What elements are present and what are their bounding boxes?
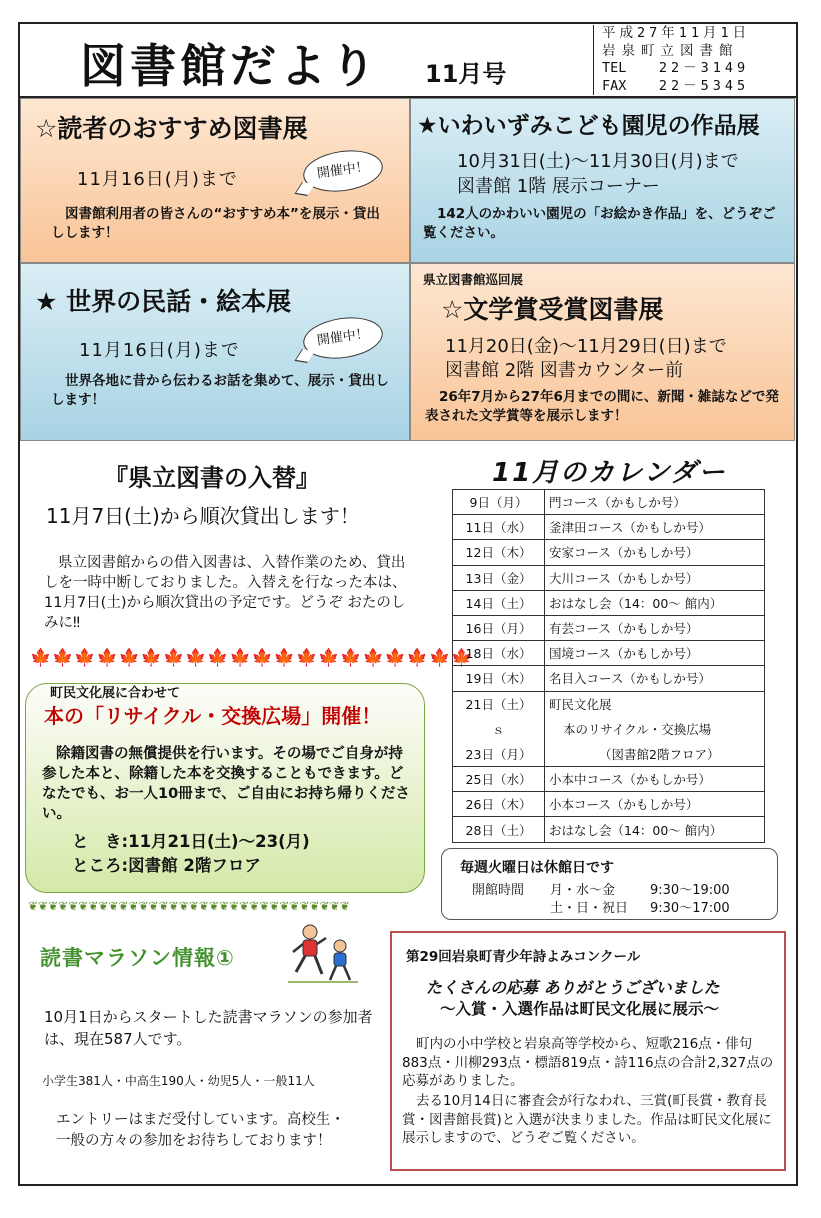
bungaku-title: ☆文学賞受賞図書展 <box>441 295 664 324</box>
calendar-event: 小本中コース（かもしか号） <box>545 767 765 792</box>
calendar-event: 釜津田コース（かもしか号） <box>545 515 765 540</box>
calendar-row <box>453 741 765 766</box>
library-name: 岩泉町立図書館 <box>602 42 739 59</box>
header-info <box>593 25 798 95</box>
calendar-row <box>453 817 765 842</box>
marathon-body: 10月1日からスタートした読書マラソンの参加者は、現在587人です。 <box>44 1008 373 1048</box>
weekday-time: 9:30～19:00 <box>650 883 730 898</box>
issue-label: 11月号 <box>425 60 507 88</box>
poem-contest-panel <box>390 931 786 1171</box>
calendar-date: 16日（月） <box>453 615 545 640</box>
minwa-title: ★ 世界の民話・絵本展 <box>35 287 292 316</box>
kodomoen-period: 10月31日(土)～11月30日(月)まで <box>457 151 739 172</box>
calendar-title: 11月のカレンダー <box>492 458 727 488</box>
calendar-event: 門コース（かもしか号） <box>545 490 765 515</box>
minwa-period: 11月16日(月)まで <box>79 340 240 361</box>
calendar-date: 21日（土） <box>453 691 545 716</box>
newsletter-title: 図書館だより <box>80 39 380 93</box>
calendar-event: 名目入コース（かもしか号） <box>545 666 765 691</box>
recycle-title: 本の「リサイクル・交換広場」開催！ <box>44 704 382 728</box>
minwa-panel <box>20 263 410 441</box>
calendar-row <box>453 792 765 817</box>
tel-line <box>602 60 798 78</box>
calendar-event: 小本コース（かもしか号） <box>545 792 765 817</box>
kodomoen-desc: 142人のかわいい園児の「お絵かき作品」を、どうぞご覧ください。 <box>423 206 776 241</box>
calendar-event: （図書館2階フロア） <box>545 741 765 766</box>
fax-number: 22－5345 <box>658 77 750 94</box>
now-open-badge: 開催中！ <box>301 146 386 197</box>
calendar-date: 28日（土） <box>453 817 545 842</box>
calendar-row <box>453 615 765 640</box>
bungaku-panel <box>410 263 795 441</box>
calendar-date: 14日（土） <box>453 590 545 615</box>
kenritsu-body: 県立図書館からの借入図書は、入替作業のため、貸出しを一時中断しておりました。入替えを行なった本は、11月7日(土)から順次貸出の予定です。どうぞ おたのしみに‼ <box>44 555 407 631</box>
marathon-entry: エントリーはまだ受付しています。高校生・一般の方々の参加をお待ちしております！ <box>56 1112 345 1149</box>
fax-line <box>602 78 798 96</box>
calendar-row <box>453 691 765 716</box>
fax-label: FAX <box>602 77 627 94</box>
tel-label: TEL <box>602 60 627 76</box>
recycle-kicker: 町民文化展に合わせて <box>50 686 181 701</box>
calendar-row <box>453 666 765 691</box>
calendar-row <box>453 565 765 590</box>
bungaku-desc: 26年7月から27年6月までの間に、新聞・雑誌などで発表された文学賞等を展示します！ <box>425 389 779 424</box>
recycle-body: 除籍図書の無償提供を行います。その場でご自身が持参した本と、除籍した本を交換することもできます。どなたでも、お一人10冊まで、ご自由にお持ち帰りください。 <box>42 746 410 822</box>
calendar-event: 大川コース（かもしか号） <box>545 565 765 590</box>
calendar-date: 23日（月） <box>453 741 545 766</box>
recycle-when: と き:11月21日(土)～23(月) <box>72 832 310 851</box>
kodomoen-panel <box>410 98 795 263</box>
calendar-date: 26日（木） <box>453 792 545 817</box>
kenritsu-subtitle: 11月7日(土)から順次貸出します！ <box>46 504 360 528</box>
poem-kicker: 第29回岩泉町青少年詩よみコンクール <box>406 949 641 965</box>
poem-title: たくさんの応募 ありがとうございました <box>426 978 720 997</box>
weekend-days: 土・日・祝日 <box>550 901 629 916</box>
calendar-row <box>453 515 765 540</box>
calendar-date: 9日（月） <box>453 490 545 515</box>
runners-icon <box>288 922 358 990</box>
calendar-date: 11日（水） <box>453 515 545 540</box>
calendar-event: 有芸コース（かもしか号） <box>545 615 765 640</box>
calendar-row <box>453 540 765 565</box>
calendar-event: おはなし会（14：00～ 館内） <box>545 590 765 615</box>
now-open-badge-2: 開催中！ <box>301 313 386 364</box>
recommend-desc: 図書館利用者の皆さんの“おすすめ本”を展示・貸出しします！ <box>51 206 380 241</box>
calendar-event: 国境コース（かもしか号） <box>545 641 765 666</box>
hours-label: 開館時間 <box>472 883 525 898</box>
calendar-row <box>453 767 765 792</box>
vine-border-icon: ❦❦❦❦❦❦❦❦❦❦❦❦❦❦❦❦❦❦❦❦❦❦❦❦❦❦❦❦❦❦❦❦ <box>28 899 350 913</box>
calendar-row <box>453 641 765 666</box>
calendar-date: 12日（木） <box>453 540 545 565</box>
calendar-span-mark: ｓ <box>453 716 545 741</box>
bungaku-kicker: 県立図書館巡回展 <box>423 272 524 287</box>
bungaku-place: 図書館 2階 図書カウンター前 <box>445 360 684 381</box>
tel-number: 22－3149 <box>658 60 750 76</box>
recommend-panel <box>20 98 410 263</box>
kodomoen-title: ★いわいずみこども園児の作品展 <box>417 113 760 139</box>
calendar-row <box>453 590 765 615</box>
poem-body-2: 去る10月14日に審査会が行なわれ、三賞(町長賞・教育長賞・図書館長賞)と入選が決まりました。作品は町民文化展に展示しますので、どうぞご覧ください。 <box>402 1093 772 1146</box>
minwa-desc: 世界各地に昔から伝わるお話を集めて、展示・貸出しします！ <box>51 373 389 408</box>
poem-body-1: 町内の小中学校と岩泉高等学校から、短歌216点・俳句883点・川柳293点・標語819点・詩116点の合計2,327点の応募がありました。 <box>402 1036 774 1089</box>
calendar-span-rows <box>453 691 765 767</box>
calendar-row <box>453 490 765 515</box>
calendar-event: 安家コース（かもしか号） <box>545 540 765 565</box>
recommend-title: ☆読者のおすすめ図書展 <box>35 114 308 143</box>
calendar-event: 町民文化展 <box>545 691 765 716</box>
calendar-date: 18日（水） <box>453 641 545 666</box>
recycle-where: ところ:図書館 2階フロア <box>72 856 261 875</box>
opening-hours-box <box>441 848 778 920</box>
calendar-date: 19日（木） <box>453 666 545 691</box>
issue-date: 平成27年11月1日 <box>602 25 751 41</box>
weekday-days: 月・水～金 <box>550 883 616 898</box>
marathon-title: 読書マラソン情報① <box>40 946 235 970</box>
calendar-row <box>453 716 765 741</box>
marathon-breakdown: 小学生381人・中高生190人・幼児5人・一般11人 <box>42 1074 315 1088</box>
calendar-event: おはなし会（14：00～ 館内） <box>545 817 765 842</box>
recycle-panel <box>25 683 425 893</box>
weekend-time: 9:30～17:00 <box>650 901 730 916</box>
maple-leaf-border-icon: 🍁🍁🍁🍁🍁🍁🍁🍁🍁🍁🍁🍁🍁🍁🍁🍁🍁🍁🍁🍁 <box>30 648 474 668</box>
closed-day-note: 毎週火曜日は休館日です <box>460 860 614 876</box>
poem-subtitle: ～入賞・入選作品は町民文化展に展示～ <box>440 1000 720 1018</box>
recommend-period: 11月16日(月)まで <box>77 169 238 190</box>
calendar-table <box>452 489 765 843</box>
bungaku-period: 11月20日(金)～11月29日(日)まで <box>445 336 727 357</box>
calendar-date: 13日（金） <box>453 565 545 590</box>
kenritsu-title: 『県立図書の入替』 <box>104 464 320 492</box>
calendar-date: 25日（水） <box>453 767 545 792</box>
calendar-event: 本のリサイクル・交換広場 <box>545 716 765 741</box>
kodomoen-place: 図書館 1階 展示コーナー <box>457 176 660 197</box>
